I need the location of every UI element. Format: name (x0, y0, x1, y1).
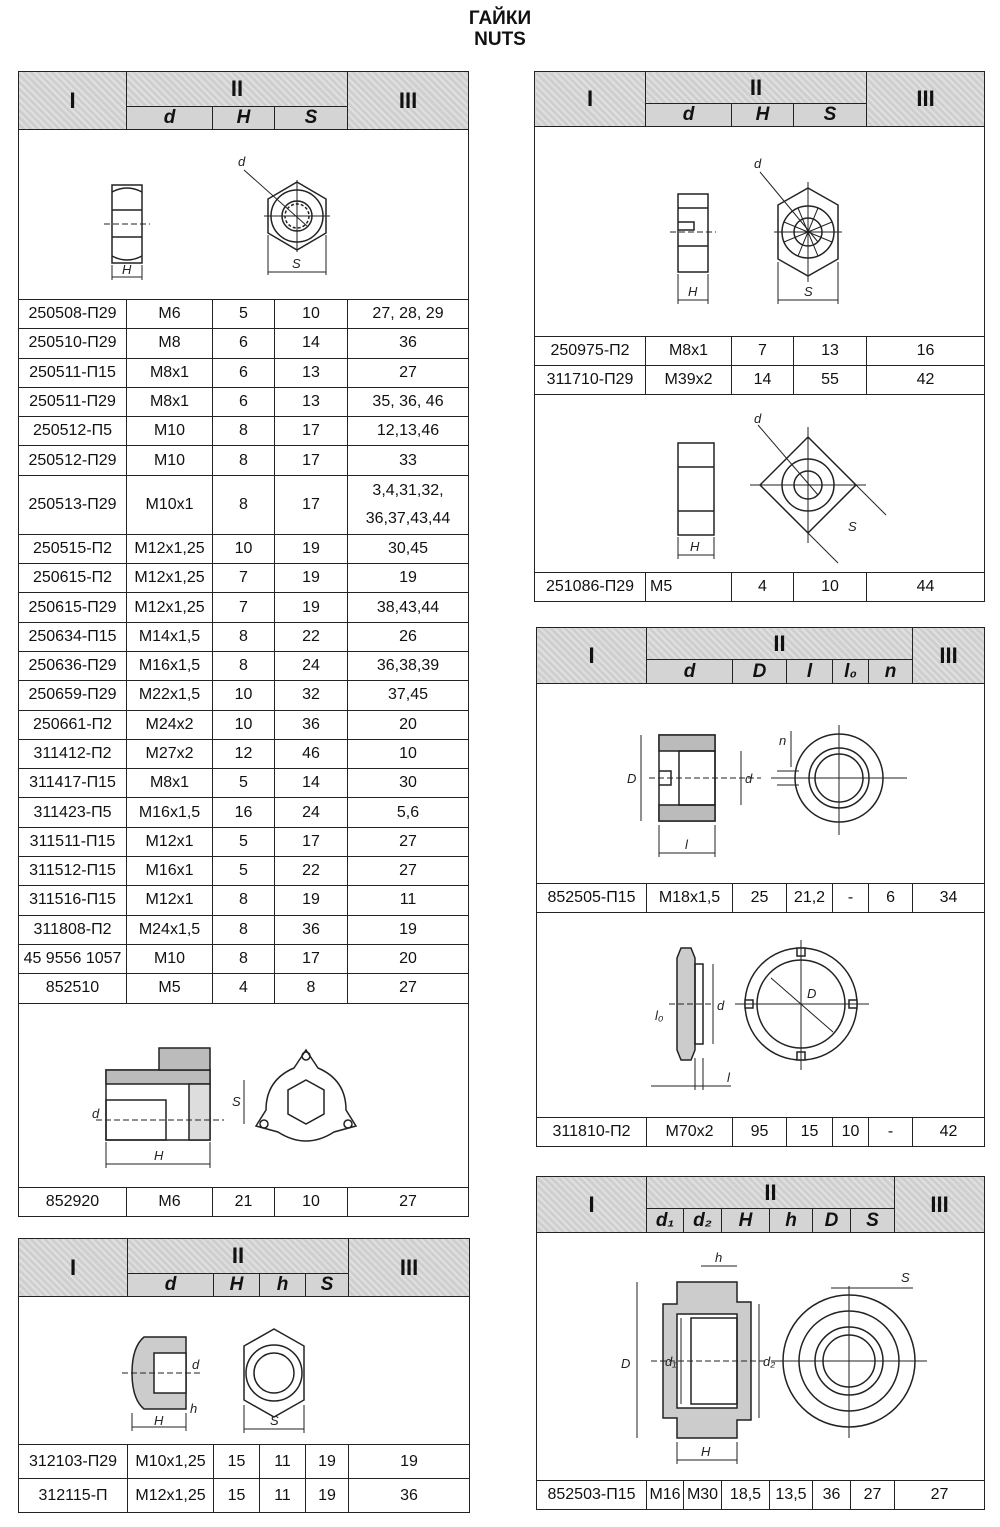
slotted-round-nut-figure (611, 918, 911, 1113)
table-cell: 5 (213, 769, 275, 798)
table-cell: M12x1 (127, 827, 213, 856)
table-cell: 11 (260, 1479, 306, 1513)
subheader: d (646, 104, 732, 127)
table-cell: 18,5 (722, 1481, 770, 1510)
label-n: n (778, 733, 786, 748)
round-nut-drawing (537, 684, 985, 884)
table-cell: 10 (794, 573, 867, 602)
table-cell: 25 (733, 884, 787, 913)
subheader: d (128, 1274, 214, 1297)
table-cell: M30 (684, 1481, 722, 1510)
table-cell: M5 (127, 974, 213, 1003)
header-col-i: I (535, 72, 646, 127)
table-cell: 42 (913, 1118, 985, 1147)
table-cell: 13 (794, 337, 867, 366)
header-col-iii: III (348, 72, 469, 130)
table-cell: - (833, 884, 869, 913)
table-row (19, 593, 469, 622)
page-title-ru: ГАЙКИ (468, 8, 532, 29)
table-cell: 27 (895, 1481, 985, 1510)
table-row (19, 886, 469, 915)
table-row (19, 857, 469, 886)
table-cell: 13,5 (770, 1481, 813, 1510)
subheader: l (787, 660, 833, 684)
table-cell: 19 (275, 564, 348, 593)
table-cell: 36 (813, 1481, 851, 1510)
table-cell: 13 (275, 358, 348, 387)
table-cell: 250512-П5 (19, 417, 127, 446)
label-d2: d₂ (762, 1353, 775, 1369)
nuts-table-1 (18, 71, 469, 1217)
table-cell: 250634-П15 (19, 622, 127, 651)
table-cell: 14 (275, 769, 348, 798)
table-cell: 8 (213, 622, 275, 651)
header-col-ii: II (646, 72, 867, 104)
table-cell: 24 (275, 651, 348, 680)
castle-nut-figure (610, 142, 910, 322)
header-col-iii: III (913, 628, 985, 684)
table-cell: 312115-П (19, 1479, 128, 1513)
table-cell: 10 (213, 534, 275, 563)
subheader: S (306, 1274, 349, 1297)
table-row (19, 417, 469, 446)
table-cell: M12x1,25 (127, 534, 213, 563)
table-cell: 34 (913, 884, 985, 913)
table-cell: 27 (348, 358, 469, 387)
subheader: d₁ (647, 1209, 684, 1233)
table-cell: 17 (275, 475, 348, 534)
table-cell: 250511-П29 (19, 387, 127, 416)
header-col-iii: III (895, 1177, 985, 1233)
table-row (19, 564, 469, 593)
table-cell: 250508-П29 (19, 300, 127, 329)
table-cell: M8x1 (127, 769, 213, 798)
table-cell: 14 (732, 366, 794, 395)
page-title-en: NUTS (474, 29, 526, 50)
table-row (19, 358, 469, 387)
table-cell: 12,13,46 (348, 417, 469, 446)
label-d: d (753, 411, 761, 426)
table-cell: 21,2 (787, 884, 833, 913)
subheader: H (214, 1274, 260, 1297)
table-cell: 27 (348, 1187, 469, 1216)
nuts-table-3 (534, 71, 985, 602)
table-cell: 311511-П15 (19, 827, 127, 856)
table-cell: 15 (214, 1445, 260, 1479)
table-cell: 6 (869, 884, 913, 913)
label-s: S (291, 255, 301, 271)
table-cell: 8 (213, 475, 275, 534)
table-cell: 7 (213, 564, 275, 593)
subheader: S (275, 107, 348, 130)
label-h: H (121, 261, 131, 277)
nuts-table-2 (18, 1238, 470, 1513)
table-cell: M39x2 (646, 366, 732, 395)
header-col-ii: II (647, 1177, 895, 1209)
table-cell: 250615-П2 (19, 564, 127, 593)
table-cell: 311417-П15 (19, 769, 127, 798)
table-cell: 17 (275, 446, 348, 475)
union-nut-figure (591, 1242, 931, 1472)
table-cell: 46 (275, 739, 348, 768)
table-cell: M8x1 (646, 337, 732, 366)
table-row (19, 827, 469, 856)
hex-nut-figure (94, 140, 394, 290)
table-row (19, 710, 469, 739)
square-nut-drawing (535, 395, 985, 573)
table-cell: M24x2 (127, 710, 213, 739)
table-cell: M12x1,25 (127, 593, 213, 622)
table-cell: 19 (275, 886, 348, 915)
table-row (19, 446, 469, 475)
table-cell: 19 (349, 1445, 470, 1479)
table-cell: M16 (647, 1481, 684, 1510)
table-cell: 10 (833, 1118, 869, 1147)
table-cell: 12 (213, 739, 275, 768)
label-d: d (237, 153, 245, 169)
table-cell: 311808-П2 (19, 915, 127, 944)
header-col-ii: II (127, 72, 348, 107)
table-cell: 36,38,39 (348, 651, 469, 680)
table-cell: 852510 (19, 974, 127, 1003)
table-cell: 20 (348, 710, 469, 739)
table-row (19, 974, 469, 1003)
table-row (537, 884, 985, 913)
table-cell: 27, 28, 29 (348, 300, 469, 329)
table-cell: 6 (213, 329, 275, 358)
table-row (19, 915, 469, 944)
table-cell: 27 (348, 827, 469, 856)
subheader: H (732, 104, 794, 127)
label-h: H (153, 1148, 163, 1164)
table-row (19, 329, 469, 358)
table-row (19, 651, 469, 680)
label-h-big: H (700, 1443, 710, 1459)
table-cell: 27 (851, 1481, 895, 1510)
square-nut-figure (610, 401, 910, 566)
subheader: n (869, 660, 913, 684)
table-cell: 5 (213, 827, 275, 856)
table-cell: 19 (348, 564, 469, 593)
table-cell: 21 (213, 1187, 275, 1216)
table-cell: 312103-П29 (19, 1445, 128, 1479)
table-row (19, 798, 469, 827)
label-h-small: h (714, 1249, 722, 1265)
table-cell: M24x1,5 (127, 915, 213, 944)
table-cell: 8 (213, 886, 275, 915)
subheader: H (213, 107, 275, 130)
hex-nut-drawing (19, 130, 469, 300)
table-row (19, 1479, 470, 1513)
table-cell: 30 (348, 769, 469, 798)
table-cell: 36 (349, 1479, 470, 1513)
table-cell: 5,6 (348, 798, 469, 827)
table-cell: 8 (275, 974, 348, 1003)
table-cell: 250515-П2 (19, 534, 127, 563)
table-cell: 38,43,44 (348, 593, 469, 622)
table-cell: 44 (867, 573, 985, 602)
flange-nut-drawing (19, 1297, 470, 1445)
header-col-iii: III (349, 1239, 470, 1297)
table-cell: 6 (213, 358, 275, 387)
table-cell: M12x1 (127, 886, 213, 915)
table-cell: 10 (348, 739, 469, 768)
table-cell: 33 (348, 446, 469, 475)
table-cell: M14x1,5 (127, 622, 213, 651)
table-row (19, 387, 469, 416)
header-col-i: I (19, 1239, 128, 1297)
subheader: d (127, 107, 213, 130)
label-d1: d₁ (664, 1353, 676, 1369)
table-cell: 24 (275, 798, 348, 827)
table-cell: 19 (306, 1479, 349, 1513)
table-cell: 8 (213, 417, 275, 446)
table-cell: 311423-П5 (19, 798, 127, 827)
table-cell: 22 (275, 622, 348, 651)
table-cell: 250511-П15 (19, 358, 127, 387)
table-cell: 5 (213, 857, 275, 886)
table-cell: 19 (275, 593, 348, 622)
subheader: h (770, 1209, 813, 1233)
table-cell: 27 (348, 974, 469, 1003)
table-cell: M12x1,25 (127, 564, 213, 593)
table-cell: M16x1 (127, 857, 213, 886)
table-cell: 37,45 (348, 681, 469, 710)
table-cell: 15 (787, 1118, 833, 1147)
table-cell: 10 (213, 710, 275, 739)
table-row (19, 300, 469, 329)
table-cell: M16x1,5 (127, 798, 213, 827)
table-cell: 311412-П2 (19, 739, 127, 768)
subheader: d (647, 660, 733, 684)
table-cell: 852920 (19, 1187, 127, 1216)
label-d-outer: D (620, 1355, 630, 1371)
table-row (19, 475, 469, 534)
table-row (537, 1481, 985, 1510)
table-cell: M10 (127, 944, 213, 973)
table-cell: 852503-П15 (537, 1481, 647, 1510)
table-cell: 8 (213, 915, 275, 944)
table-cell: 7 (213, 593, 275, 622)
table-cell: 20 (348, 944, 469, 973)
table-cell: 311516-П15 (19, 886, 127, 915)
table-cell: 311710-П29 (535, 366, 646, 395)
subheader: D (733, 660, 787, 684)
table-cell: 10 (275, 300, 348, 329)
table-row (535, 337, 985, 366)
table-cell: 42 (867, 366, 985, 395)
table-cell: 27 (348, 857, 469, 886)
subheader: S (851, 1209, 895, 1233)
subheader: d₂ (684, 1209, 722, 1233)
label-d: d (716, 997, 724, 1013)
table-cell: 250615-П29 (19, 593, 127, 622)
table-cell: M10x1,25 (128, 1445, 214, 1479)
table-cell: M10 (127, 446, 213, 475)
table-cell: 250512-П29 (19, 446, 127, 475)
table-cell: 17 (275, 944, 348, 973)
table-cell: 17 (275, 417, 348, 446)
label-l0: l₀ (654, 1007, 663, 1023)
union-nut-drawing (537, 1233, 985, 1481)
cap-nut-drawing (19, 1003, 469, 1187)
table-cell: - (869, 1118, 913, 1147)
table-cell: 4 (213, 974, 275, 1003)
table-cell: M22x1,5 (127, 681, 213, 710)
subheader: h (260, 1274, 306, 1297)
table-cell: 250659-П29 (19, 681, 127, 710)
table-cell: M6 (127, 300, 213, 329)
table-cell: 22 (275, 857, 348, 886)
table-cell: 6 (213, 387, 275, 416)
subheader: D (813, 1209, 851, 1233)
label-d: d (192, 1356, 200, 1372)
table-cell: M18x1,5 (647, 884, 733, 913)
round-nut-figure (611, 691, 911, 876)
header-col-iii: III (867, 72, 985, 127)
label-s: S (847, 519, 857, 534)
table-cell: 16 (867, 337, 985, 366)
header-col-ii: II (128, 1239, 349, 1274)
table-cell: 250975-П2 (535, 337, 646, 366)
subheader: l₀ (833, 660, 869, 684)
table-row (535, 366, 985, 395)
label-s: S (803, 283, 813, 299)
table-cell: 251086-П29 (535, 573, 646, 602)
table-cell: 13 (275, 387, 348, 416)
table-cell: 852505-П15 (537, 884, 647, 913)
table-cell: 17 (275, 827, 348, 856)
nuts-table-5 (536, 1176, 985, 1510)
table-row (19, 622, 469, 651)
table-cell: M8x1 (127, 358, 213, 387)
table-cell: 8 (213, 651, 275, 680)
label-d: d (91, 1106, 99, 1122)
castle-nut-drawing (535, 127, 985, 337)
table-cell: 8 (213, 944, 275, 973)
header-col-i: I (19, 72, 127, 130)
table-cell: 19 (306, 1445, 349, 1479)
table-row (19, 1445, 470, 1479)
table-cell: 4 (732, 573, 794, 602)
table-cell: 26 (348, 622, 469, 651)
table-cell: 11 (260, 1445, 306, 1479)
table-cell: 30,45 (348, 534, 469, 563)
table-row (537, 1118, 985, 1147)
flange-nut-figure (114, 1301, 374, 1441)
table-cell: 8 (213, 446, 275, 475)
nuts-table-4 (536, 627, 985, 1147)
table-cell: 36 (348, 329, 469, 358)
header-col-ii: II (647, 628, 913, 660)
label-h-small: h (190, 1400, 198, 1416)
label-s: S (270, 1412, 279, 1428)
label-h: H (687, 283, 697, 299)
label-d: d (753, 155, 761, 171)
table-cell: M12x1,25 (128, 1479, 214, 1513)
table-cell: 36 (275, 710, 348, 739)
table-cell: 95 (733, 1118, 787, 1147)
label-h: H (689, 539, 699, 554)
table-cell: 10 (213, 681, 275, 710)
table-cell: M70x2 (647, 1118, 733, 1147)
table-row (19, 769, 469, 798)
table-cell: M10 (127, 417, 213, 446)
table-cell: 250636-П29 (19, 651, 127, 680)
table-cell: M8 (127, 329, 213, 358)
table-cell: 10 (275, 1187, 348, 1216)
slotted-round-nut-drawing (537, 913, 985, 1118)
table-cell: 3,4,31,32, 36,37,43,44 (348, 475, 469, 534)
table-cell: 15 (214, 1479, 260, 1513)
table-cell: 250510-П29 (19, 329, 127, 358)
table-cell: 11 (348, 886, 469, 915)
table-cell: 45 9556 1057 (19, 944, 127, 973)
table-cell: M16x1,5 (127, 651, 213, 680)
table-cell: M10x1 (127, 475, 213, 534)
table-cell: 36 (275, 915, 348, 944)
table-row (19, 681, 469, 710)
subheader: S (794, 104, 867, 127)
label-l: l (684, 837, 688, 852)
table-cell: 7 (732, 337, 794, 366)
label-d-outer: D (626, 771, 636, 786)
table-cell: 19 (348, 915, 469, 944)
table-row (19, 739, 469, 768)
label-d-outer: D (806, 985, 816, 1001)
table-cell: 14 (275, 329, 348, 358)
table-cell: 32 (275, 681, 348, 710)
header-col-i: I (537, 1177, 647, 1233)
label-s: S (231, 1094, 241, 1110)
table-cell: 35, 36, 46 (348, 387, 469, 416)
table-row (19, 534, 469, 563)
subheader: H (722, 1209, 770, 1233)
table-cell: 55 (794, 366, 867, 395)
table-cell: M8x1 (127, 387, 213, 416)
label-d: d (744, 771, 752, 786)
table-cell: 5 (213, 300, 275, 329)
header-col-i: I (537, 628, 647, 684)
table-cell: M5 (646, 573, 732, 602)
label-h-big: H (154, 1412, 164, 1428)
table-cell: 250661-П2 (19, 710, 127, 739)
table-cell: 250513-П29 (19, 475, 127, 534)
table-cell: 311810-П2 (537, 1118, 647, 1147)
table-cell: 311512-П15 (19, 857, 127, 886)
table-cell: M27x2 (127, 739, 213, 768)
label-l: l (726, 1069, 730, 1085)
table-cell: 16 (213, 798, 275, 827)
table-cell: 19 (275, 534, 348, 563)
cap-nut-figure (84, 1010, 404, 1180)
table-cell: M6 (127, 1187, 213, 1216)
table-row (19, 944, 469, 973)
label-s: S (900, 1269, 910, 1285)
